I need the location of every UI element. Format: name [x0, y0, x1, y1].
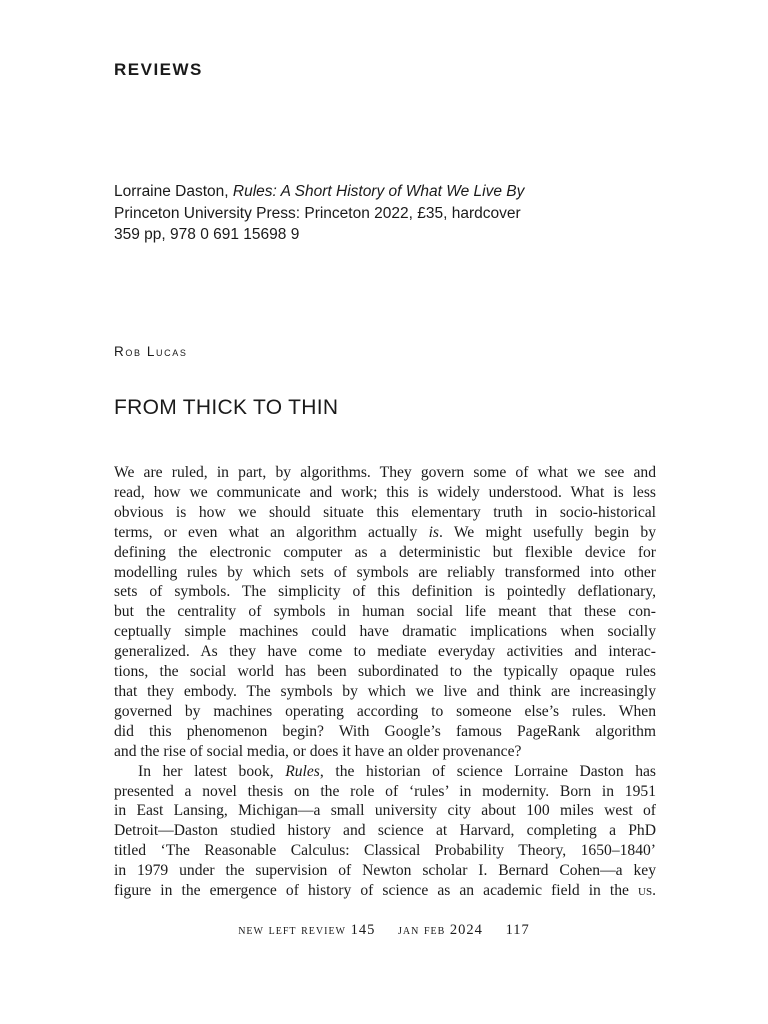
paragraph-line: presented a novel thesis on the role of ‘rules’ in modernity. Born in 1951: [114, 782, 656, 800]
biblio-publisher: Princeton University Press: Princeton 2022, £35, hardcover: [114, 204, 521, 222]
line-text: In her latest book,: [138, 762, 286, 780]
footer-page-number: 117: [505, 922, 530, 938]
paragraph-line: tions, the social world has been subordinated to the typically opaque rules: [114, 663, 656, 681]
paragraph-line: in East Lansing, Michigan—a small university city about 100 miles west of: [114, 802, 656, 820]
paragraph-line: Detroit—Daston studied history and science at Harvard, completing a PhD: [114, 822, 656, 840]
paragraph-2: [114, 762, 656, 901]
paragraph-line: read, how we communicate and work; this is widely understood. What is less: [114, 483, 656, 501]
line-emphasis: Rules: [285, 762, 320, 780]
biblio-line-author-title: [114, 181, 674, 203]
line-text: terms, or even what an algorithm actually: [114, 523, 429, 541]
footer-issue: jan feb 2024: [398, 922, 483, 938]
paragraph-line: ceptually simple machines could have dramatic implications when socially: [114, 623, 656, 641]
biblio-book-title: Rules: A Short History of What We Live By: [232, 183, 525, 200]
paragraph-line: defining the electronic computer as a deterministic but flexible device for: [114, 543, 656, 561]
line-small-caps: us: [638, 882, 653, 900]
paragraph-line: modelling rules by which sets of symbols are reliably transformed into other: [114, 563, 656, 581]
paragraph-line: obvious is how we should situate this elementary truth in socio-historical: [114, 503, 656, 521]
paragraph-line: governed by machines operating according to someone else’s rules. When: [114, 702, 656, 720]
paragraph-line: [114, 762, 656, 782]
bibliographic-entry: [114, 181, 674, 246]
line-text: .: [652, 882, 656, 900]
line-text: figure in the emergence of history of science as an academic field in the: [114, 882, 639, 900]
paragraph-1: [114, 463, 656, 762]
section-label: REVIEWS: [114, 60, 203, 79]
footer-journal: new left review 145: [238, 922, 376, 938]
line-emphasis: is: [428, 523, 439, 541]
paragraph-line: titled ‘The Reasonable Calculus: Classical Probability Theory, 1650–1840’: [114, 842, 656, 860]
paragraph-line: and the rise of social media, or does it have an older provenance?: [114, 742, 522, 760]
line-text: . We might usefully begin by: [438, 523, 656, 541]
page-footer: [0, 922, 768, 939]
paragraph-line: in 1979 under the supervision of Newton scholar I. Bernard Cohen—a key: [114, 862, 656, 880]
paragraph-line: but the centrality of symbols in human social life meant that these con-: [114, 603, 656, 621]
paragraph-line: [114, 881, 656, 901]
paragraph-line: sets of symbols. The simplicity of this definition is pointedly deflationary,: [114, 583, 656, 601]
line-text: , the historian of science Lorraine Daston has: [319, 762, 656, 780]
paragraph-line: [114, 523, 656, 543]
paragraph-line: We are ruled, in part, by algorithms. They govern some of what we see and: [114, 464, 656, 481]
article-title: FROM THICK TO THIN: [114, 396, 339, 419]
paragraph-line: generalized. As they have come to mediate everyday activities and interac-: [114, 643, 656, 661]
biblio-author: Lorraine Daston,: [114, 183, 233, 200]
paragraph-line: did this phenomenon begin? With Google’s famous PageRank algorithm: [114, 722, 656, 740]
review-author: Rob Lucas: [114, 344, 188, 359]
biblio-details: 359 pp, 978 0 691 15698 9: [114, 226, 300, 243]
article-body: [114, 463, 656, 901]
paragraph-line: that they embody. The symbols by which we live and think are increasingly: [114, 682, 656, 700]
